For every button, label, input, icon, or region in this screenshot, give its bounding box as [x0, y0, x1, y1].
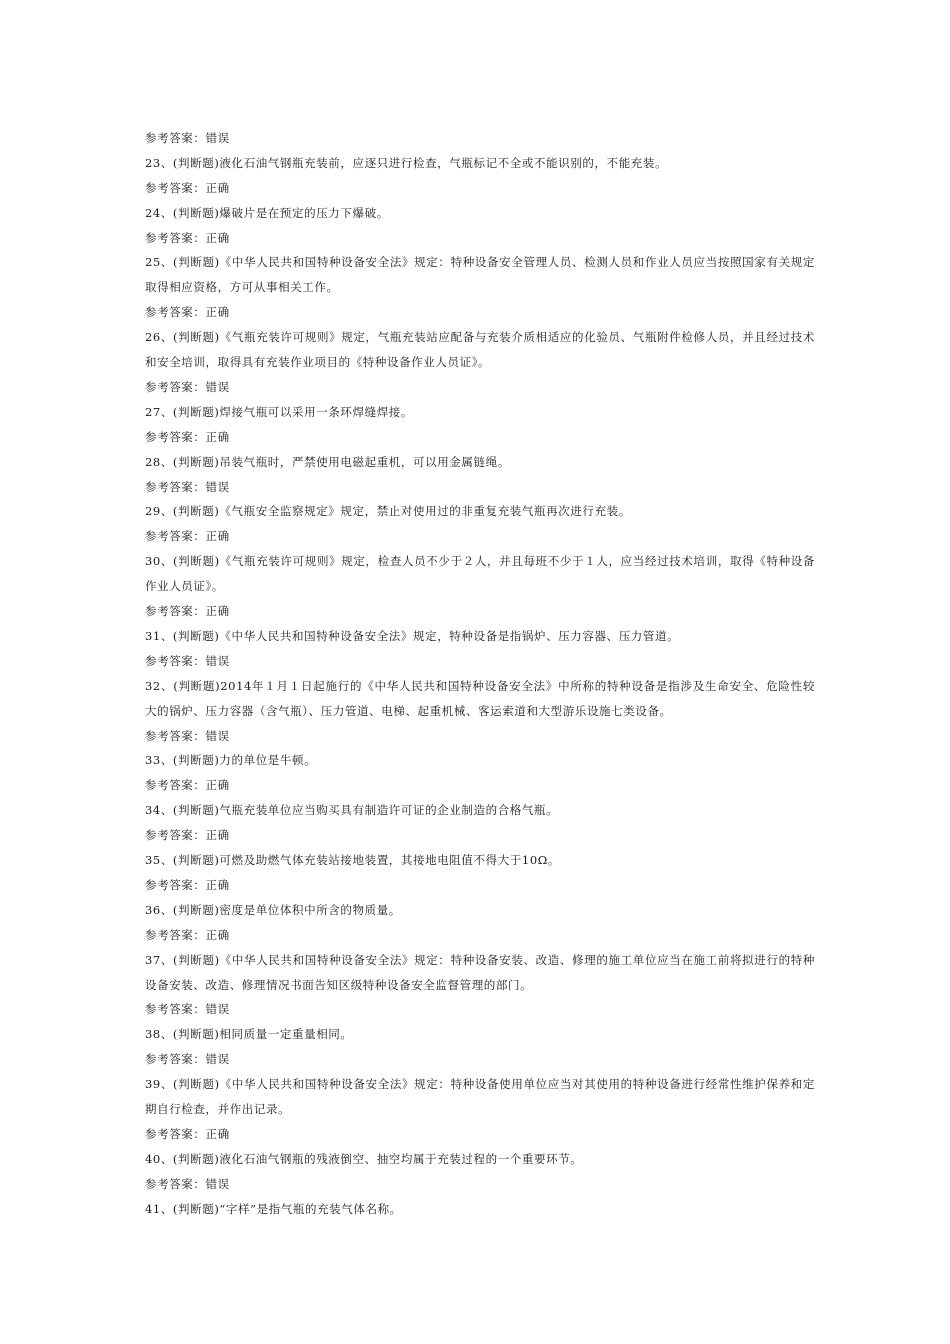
question-list	[145, 126, 815, 1222]
question-text: 41、(判断题)“字样”是指气瓶的充装气体名称。	[145, 1201, 402, 1216]
answer-line: 参考答案：正确	[145, 305, 230, 320]
question-text: 27、(判断题)焊接气瓶可以采用一条环焊缝焊接。	[145, 404, 414, 419]
question-text: 38、(判断题)相同质量一定重量相同。	[145, 1027, 353, 1042]
answer-line: 参考答案：错误	[145, 1176, 230, 1191]
question-text: 30、(判断题)《气瓶充装许可规则》规定，检查人员不少于２人，并且每班不少于１人，应当经过技术培训，取得《特种设备作业人员证》。	[145, 554, 815, 594]
answer-line: 参考答案：正确	[145, 778, 230, 793]
answer-line: 参考答案：错误	[145, 653, 230, 668]
question-text: 40、(判断题)液化石油气钢瓶的残液倒空、抽空均属于充装过程的一个重要环节。	[145, 1151, 583, 1166]
question-text: 35、(判断题)可燃及助燃气体充装站接地装置，其接地电阻值不得大于10Ω。	[145, 853, 560, 868]
answer-line: 参考答案：正确	[145, 529, 230, 544]
answer-line: 参考答案：正确	[145, 429, 230, 444]
question-text: 32、(判断题)2014年１月１日起施行的《中华人民共和国特种设备安全法》中所称的特种设备是指涉及生命安全、危险性较大的锅炉、压力容器（含气瓶）、压力管道、电梯、起重机械、客运索道和大型游乐设施七类设备。	[145, 678, 815, 718]
answer-line: 参考答案：错误	[145, 131, 230, 145]
question-text: 28、(判断题)吊装气瓶时，严禁使用电磁起重机，可以用金属链绳。	[145, 454, 510, 469]
question-text: 29、(判断题)《气瓶安全监察规定》规定，禁止对使用过的非重复充装气瓶再次进行充装。	[145, 504, 631, 519]
question-text: 31、(判断题)《中华人民共和国特种设备安全法》规定，特种设备是指锅炉、压力容器、压力管道。	[145, 628, 680, 643]
answer-line: 参考答案：正确	[145, 180, 230, 195]
question-text: 24、(判断题)爆破片是在预定的压力下爆破。	[145, 205, 389, 220]
answer-line: 参考答案：正确	[145, 828, 230, 843]
question-text: 33、(判断题)力的单位是牛顿。	[145, 753, 317, 768]
question-text: 23、(判断题)液化石油气钢瓶充装前，应逐只进行检查，气瓶标记不全或不能识别的，不能充装。	[145, 155, 668, 170]
answer-line: 参考答案：错误	[145, 1052, 230, 1067]
answer-line: 参考答案：正确	[145, 877, 230, 892]
question-text: 34、(判断题)气瓶充装单位应当购买具有制造许可证的企业制造的合格气瓶。	[145, 803, 559, 818]
question-text: 25、(判断题)《中华人民共和国特种设备安全法》规定：特种设备安全管理人员、检测人员和作业人员应当按照国家有关规定取得相应资格，方可从事相关工作。	[145, 255, 815, 295]
answer-line: 参考答案：正确	[145, 1126, 230, 1141]
answer-line: 参考答案：错误	[145, 380, 230, 394]
answer-line: 参考答案：正确	[145, 230, 230, 245]
answer-line: 参考答案：错误	[145, 728, 230, 743]
answer-line: 参考答案：正确	[145, 927, 230, 942]
answer-line: 参考答案：错误	[145, 479, 230, 494]
question-text: 37、(判断题)《中华人民共和国特种设备安全法》规定：特种设备安装、改造、修理的施工单位应当在施工前将拟进行的特种设备安装、改造、修理情况书面告知区级特种设备安全监督管理的部门。	[145, 952, 815, 992]
question-text: 36、(判断题)密度是单位体积中所含的物质量。	[145, 902, 401, 917]
answer-line: 参考答案：错误	[145, 1002, 230, 1017]
question-text: 26、(判断题)《气瓶充装许可规则》规定，气瓶充装站应配备与充装介质相适应的化验员、气瓶附件检修人员，并且经过技术和安全培训，取得具有充装作业项目的《特种设备作业人员证》。	[145, 330, 815, 370]
question-text: 39、(判断题)《中华人民共和国特种设备安全法》规定：特种设备使用单位应当对其使用的特种设备进行经常性维护保养和定期自行检查，并作出记录。	[145, 1077, 815, 1117]
answer-line: 参考答案：正确	[145, 604, 230, 619]
